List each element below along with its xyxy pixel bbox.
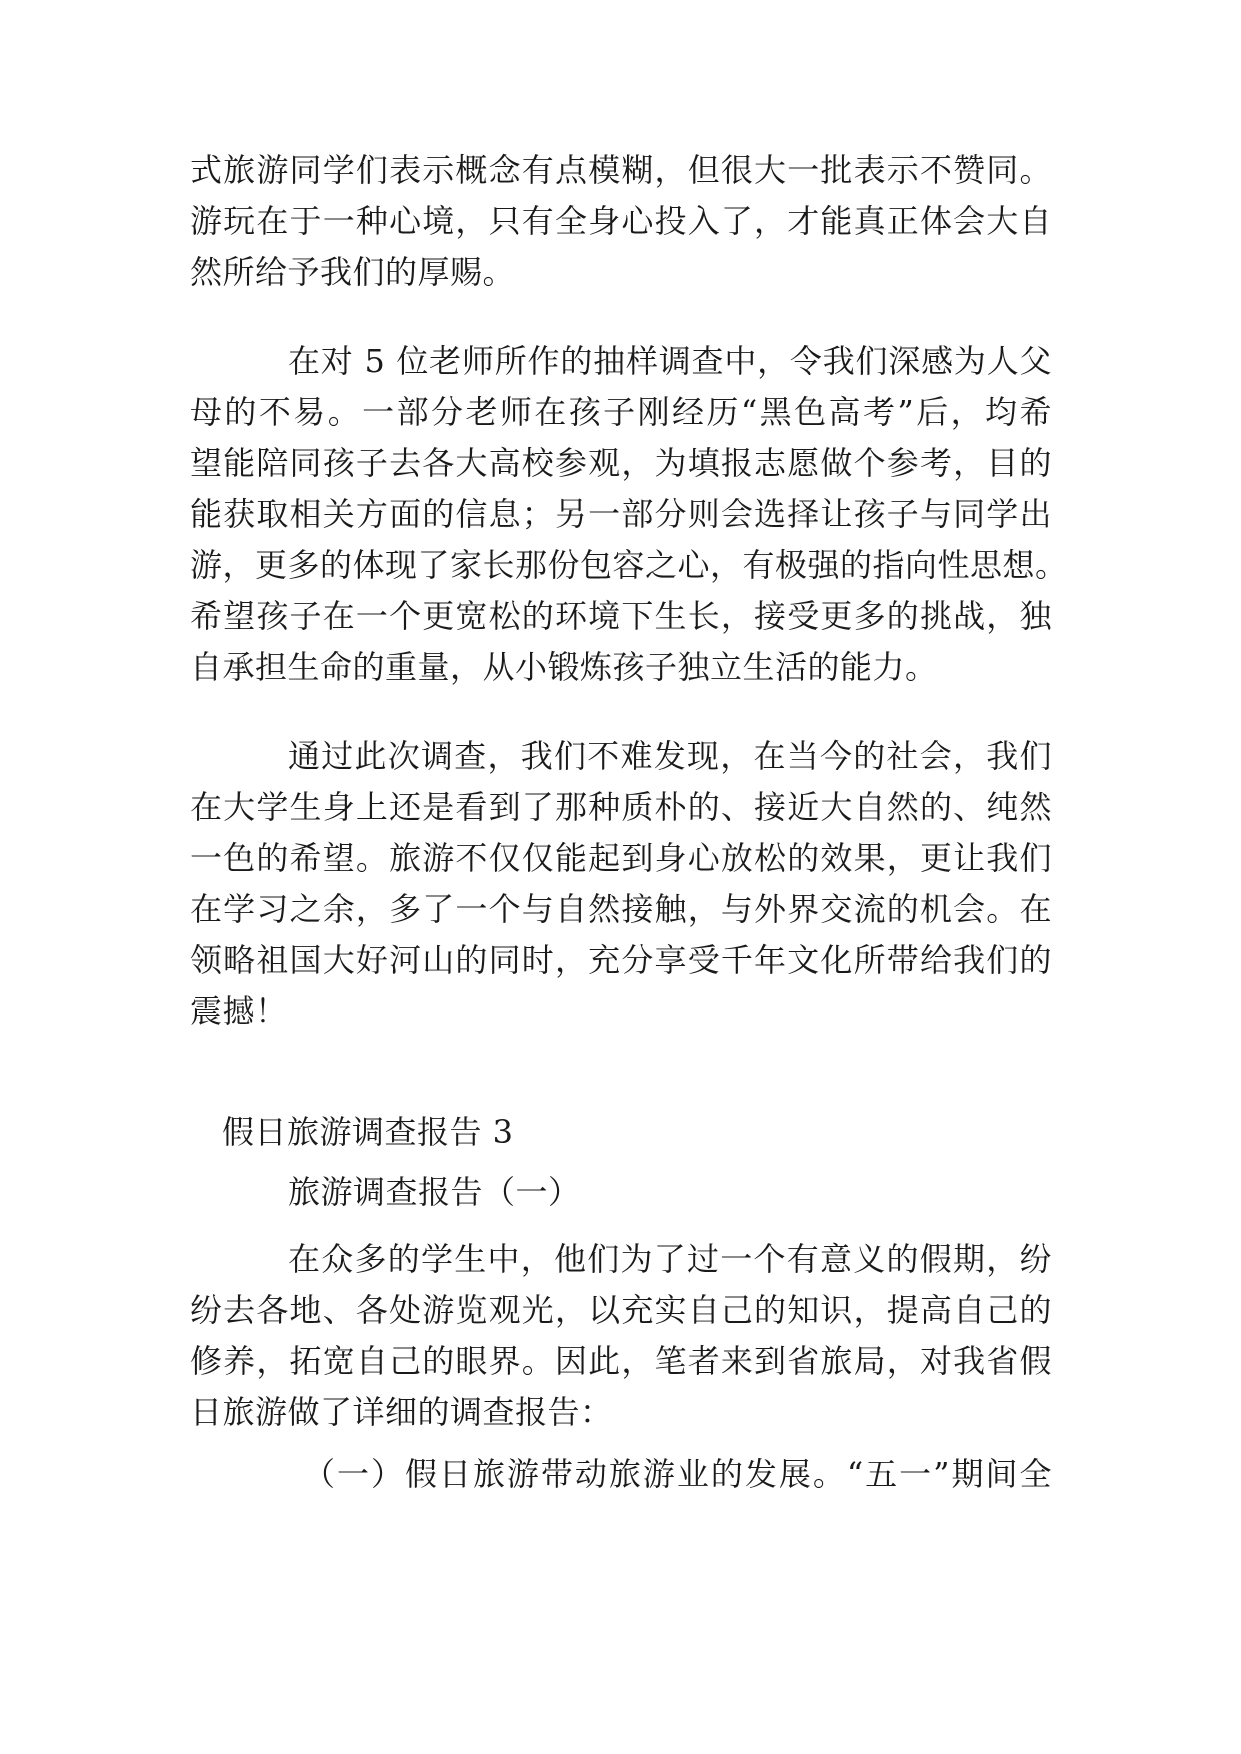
- text-line: 纷去各地、各处游览观光，以充实自己的知识，提高自己的: [190, 1291, 1052, 1329]
- text-line: 在大学生身上还是看到了那种质朴的、接近大自然的、纯然: [190, 788, 1052, 826]
- text-line: 能获取相关方面的信息；另一部分则会选择让孩子与同学出: [190, 495, 1052, 533]
- text-line: 修养，拓宽自己的眼界。因此，笔者来到省旅局，对我省假: [190, 1342, 1052, 1380]
- text-line: 母的不易。一部分老师在孩子刚经历“黑色高考”后，均希: [190, 393, 1052, 431]
- paragraph-first-line: 在众多的学生中，他们为了过一个有意义的假期，纷: [288, 1240, 1052, 1278]
- paragraph-first-line: （一）假日旅游带动旅游业的发展。“五一”期间全: [303, 1455, 1052, 1493]
- paragraph-first-line: 通过此次调查，我们不难发现，在当今的社会，我们: [288, 737, 1052, 775]
- text-line: 领略祖国大好河山的同时，充分享受千年文化所带给我们的: [190, 941, 1052, 979]
- text-line: 游玩在于一种心境，只有全身心投入了，才能真正体会大自: [190, 202, 1052, 240]
- text-line: 自承担生命的重量，从小锻炼孩子独立生活的能力。: [190, 648, 938, 686]
- text-line: 震撼！: [190, 992, 288, 1030]
- text-line: 然所给予我们的厚赐。: [190, 253, 516, 291]
- text-line: 日旅游做了详细的调查报告：: [190, 1393, 613, 1431]
- paragraph-first-line: 在对 5 位老师所作的抽样调查中，令我们深感为人父: [288, 342, 1052, 380]
- text-line: 式旅游同学们表示概念有点模糊，但很大一批表示不赞同。: [190, 151, 1052, 189]
- text-line: 在学习之余，多了一个与自然接触，与外界交流的机会。在: [190, 890, 1052, 928]
- text-line: 游，更多的体现了家长那份包容之心，有极强的指向性思想。: [190, 546, 1068, 584]
- section-title: 假日旅游调查报告 3: [222, 1113, 514, 1151]
- subtitle: 旅游调查报告（一）: [288, 1173, 581, 1211]
- text-line: 希望孩子在一个更宽松的环境下生长，接受更多的挑战，独: [190, 597, 1052, 635]
- text-line: 一色的希望。旅游不仅仅能起到身心放松的效果，更让我们: [190, 839, 1052, 877]
- text-line: 望能陪同孩子去各大高校参观，为填报志愿做个参考，目的: [190, 444, 1052, 482]
